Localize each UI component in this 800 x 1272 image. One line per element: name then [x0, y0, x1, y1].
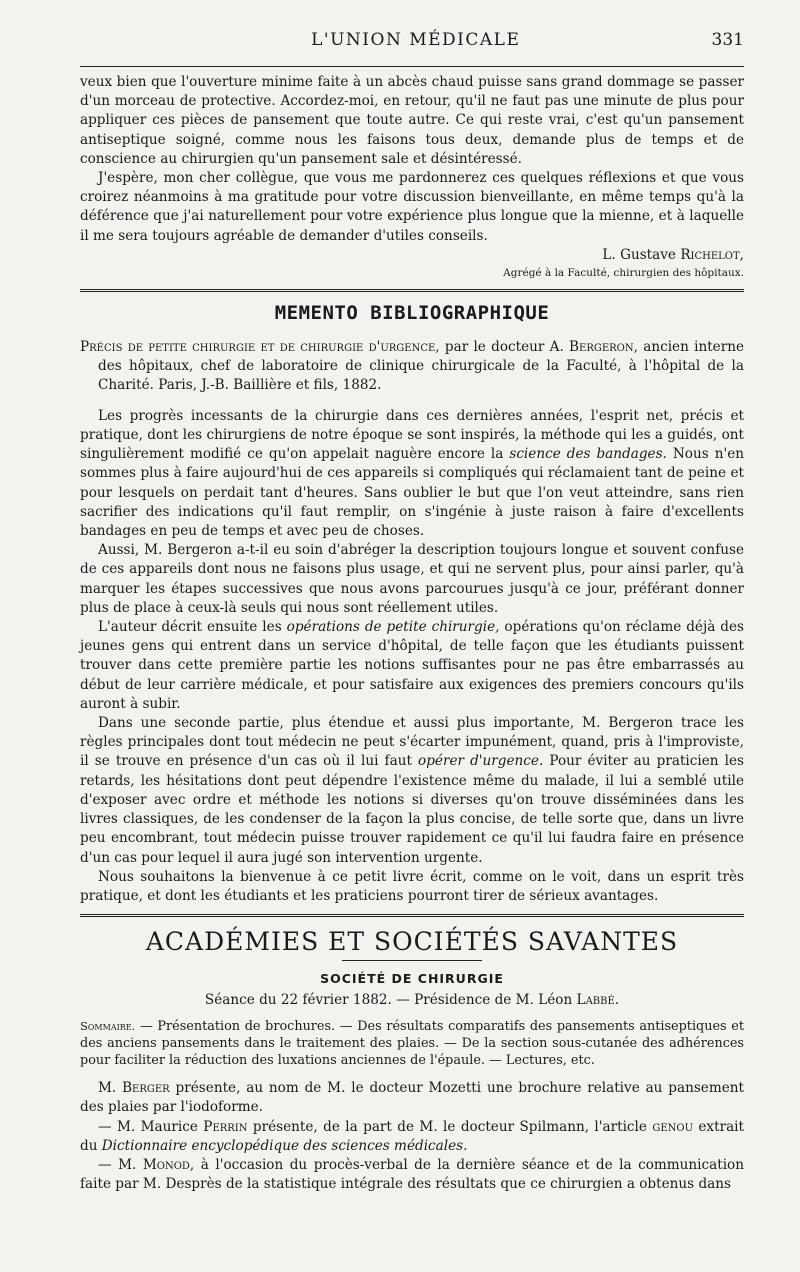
affiliation: Agrégé à la Faculté, chirurgien des hôpitaux.	[503, 266, 744, 279]
running-title: L'UNION MÉDICALE	[311, 30, 521, 50]
book-author: Bergeron,	[569, 338, 638, 355]
section-divider	[80, 914, 744, 917]
book-reference	[80, 338, 744, 395]
review-paragraph	[80, 618, 744, 714]
speaker-name: Monod,	[142, 1156, 195, 1173]
text-run: opérations qu'on réclame déjà des jeunes gens qui entrent dans un service d'hôpital, de telle façon que les étudiants puissent trouver dans cette première partie les notions suffisantes pour ne pas être embarrassés au début de leur carrière médicale, et pour satisfaire aux exigences des premiers concours qu'ils auront à subir.	[80, 619, 744, 712]
book-title: Précis de petite chirurgie et de chirurgie d'urgence,	[80, 338, 440, 355]
text-run: — M. Maurice	[98, 1118, 204, 1135]
short-rule	[342, 960, 482, 961]
text-run: — M.	[98, 1156, 143, 1173]
text-run: Pour éviter au praticien les retards, les hésitations dont peut dépendre l'existence même du malade, il lui a semblé utile d'exposer avec ordre et méthode les notions si diverses qu'on trouve disséminées dans les livres classiques, de les condenser de la façon la plus concise, de telle sorte que, dans un livre peu encombrant, tout médecin puisse trouver rapidement ce qu'il lui faudra faire en présence d'un cas pour lequel il aura jugé son intervention urgente.	[80, 753, 744, 866]
page-number: 331	[711, 30, 744, 50]
smallcaps-run: genou	[652, 1118, 693, 1135]
review-paragraph: Nous souhaitons la bienvenue à ce petit livre écrit, comme on le voit, dans un esprit très pratique, et dont les étudiants et les praticiens pourront tirer de sérieux avantages.	[80, 868, 744, 904]
summary	[80, 1018, 744, 1069]
speaker-name: M. Berger	[98, 1080, 170, 1097]
text-run: présente, au nom de M. le docteur Mozetti une brochure relative au pansement des plaies par l'iodoforme.	[80, 1080, 744, 1116]
text-run: — Présentation de brochures. — Des résultats comparatifs des pansements antiseptiques et des anciens pansements dans le traitement des plaies. — De la section sous-cutanée des adhérences pour faciliter la réduction des luxations anciennes de l'épaule. — Lectures, etc.	[80, 1019, 744, 1069]
letter-paragraph: veux bien que l'ouverture minime faite à un abcès chaud puisse sans grand dommage se passer d'un morceau de protective. Accordez-moi, en retour, qu'il ne faut pas une minute de plus pour appliquer ces pièces de pansement que toute autre. Ce qui reste vrai, c'est qu'un pansement antiseptique soigné, comme nous les faisons tous deux, demande plus de temps et de conscience au chirurgien qu'un pansement sale et désintéressé.	[80, 74, 744, 167]
text-run: Séance du 22 février 1882. — Présidence de M. Léon	[204, 992, 577, 1009]
minutes-paragraph	[80, 1156, 744, 1194]
minutes-paragraph	[80, 1079, 744, 1117]
summary-lead: Sommaire.	[80, 1019, 136, 1034]
text-run: L'auteur décrit ensuite les	[98, 619, 287, 636]
text-run: présente, de la part de M. le docteur Spilmann, l'article	[247, 1118, 653, 1135]
signature	[80, 246, 744, 265]
text-run: Nous n'en sommes plus à faire aujourd'hui de ces appareils si compliqués qui réclamaient tant de peine et pour lesquels on perdait tant d'heures. Sans oublier le but que l'on veut atteindre, sans rien sacrifier des indications qu'il faut remplir, on s'ingénie à juste raison à faire d'excellents bandages en peu de temps et avec peu de choses.	[80, 446, 744, 540]
academies-section	[80, 927, 744, 1194]
italic-run: science des bandages.	[509, 446, 667, 463]
review-paragraph: Aussi, M. Bergeron a-t-il eu soin d'abréger la description toujours longue et souvent confuse de ces appareils dont nous ne faisons plus usage, et qui ne servent plus, pour ainsi parler, qu'à marquer les étapes successives que nous avons parcourues jusqu'à ce jour, préférant donner plus de place à ceux-là seuls qui nous sont réellement utiles.	[80, 542, 744, 616]
text-run: Dans une seconde partie, plus étendue et aussi plus importante, M. Bergeron trace les règles principales dont tout médecin ne peut s'écarter impunément, quand, pris à l'improviste, il se trouve en présence d'un cas où il lui faut	[80, 715, 744, 770]
session-line	[80, 992, 744, 1008]
president-name: Labbé.	[576, 992, 620, 1009]
letter-section	[80, 73, 744, 281]
book-rest: ancien interne des hôpitaux, chef de laboratoire de clinique chirurgicale de la Faculté, à l'hôpital de la Charité. Paris, J.-B. Baillière et fils, 1882.	[98, 338, 745, 393]
text-run: Les progrès incessants de la chirurgie dans ces dernières années, l'esprit net, précis et pratique, dont les chirurgiens de notre époque se sont inspirés, la méthode qui les a guidés, ont singulièrement modifié ce qu'on appelait naguère encore la	[80, 407, 744, 463]
text-run: extrait du	[80, 1118, 744, 1154]
italic-run: Dictionnaire encyclopédique des sciences médicales.	[101, 1137, 468, 1154]
review-paragraph	[80, 407, 744, 541]
signature-first: L. Gustave	[602, 246, 676, 263]
academies-title: ACADÉMIES ET SOCIÉTÉS SAVANTES	[145, 927, 679, 957]
italic-run: opérer d'urgence.	[418, 753, 544, 770]
running-header	[80, 30, 744, 56]
header-rule	[80, 66, 744, 67]
italic-run: opérations de petite chirurgie,	[286, 619, 500, 636]
society-heading: SOCIÉTÉ DE CHIRURGIE	[320, 971, 504, 987]
speaker-name: Perrin	[203, 1118, 248, 1135]
section-divider	[80, 289, 744, 292]
review-paragraph	[80, 714, 744, 868]
signature-last: Richelot,	[680, 246, 744, 263]
text-run: à l'occasion du procès-verbal de la dernière séance et de la communication faite par M. Desprès de la statistique intégrale des résultats que ce chirurgien a obtenus dans	[80, 1156, 744, 1193]
memento-title: MEMENTO BIBLIOGRAPHIQUE	[274, 301, 550, 324]
minutes-paragraph	[80, 1118, 744, 1156]
letter-paragraph: J'espère, mon cher collègue, que vous me pardonnerez ces quelques réflexions et que vous croirez néanmoins à ma gratitude pour votre discussion bienveillante, en même temps qu'à la déférence que j'ai naturellement pour votre expérience plus longue que la mienne, et à laquelle il me sera toujours agréable de demander d'utiles conseils.	[80, 170, 744, 244]
book-by: par le docteur A.	[439, 338, 570, 355]
memento-section	[80, 302, 744, 906]
